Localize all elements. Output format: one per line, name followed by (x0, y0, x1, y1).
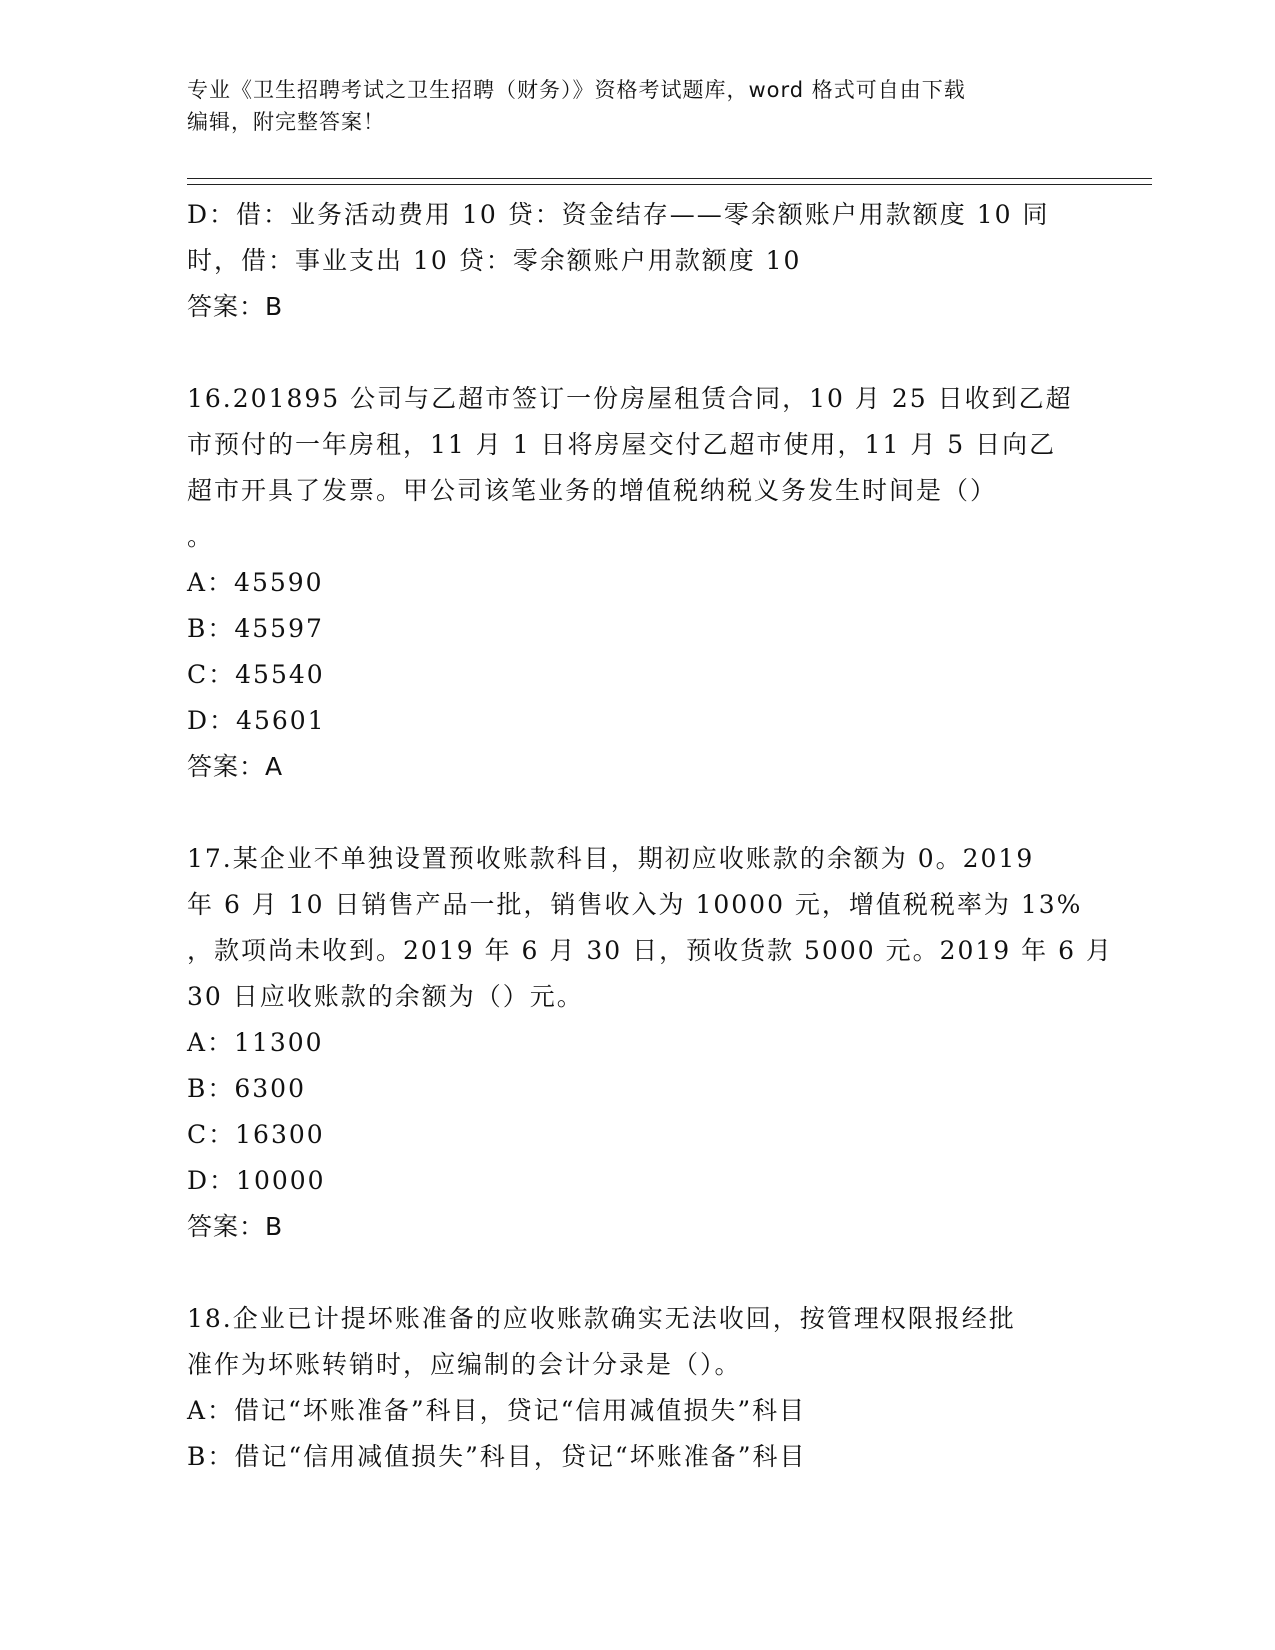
question-text: 30 日应收账款的余额为（）元。 (187, 982, 584, 1011)
option-d: D：45601 (187, 706, 326, 735)
option-a: A：借记“坏账准备”科目，贷记“信用减值损失”科目 (187, 1396, 807, 1425)
header-line-2: 编辑，附完整答案！ (187, 110, 385, 134)
previous-question-tail (187, 192, 1087, 330)
spacer (187, 1250, 1087, 1296)
document-header (187, 74, 1087, 138)
option-c: C：45540 (187, 660, 325, 689)
question-text: 。 (187, 522, 215, 551)
question-text: 18.企业已计提坏账准备的应收账款确实无法收回，按管理权限报经批 (187, 1304, 1016, 1333)
document-body (187, 192, 1113, 1480)
question-text: ，款项尚未收到。2019 年 6 月 30 日，预收货款 5000 元。2019 年 6 月 (187, 936, 1113, 965)
header-divider-bottom (187, 184, 1152, 185)
option-a: A：11300 (187, 1028, 324, 1057)
question-text: 市预付的一年房租，11 月 1 日将房屋交付乙超市使用，11 月 5 日向乙 (187, 430, 1057, 459)
question-text: 超市开具了发票。甲公司该笔业务的增值税纳税义务发生时间是（） (187, 476, 998, 505)
question-text: 年 6 月 10 日销售产品一批，销售收入为 10000 元，增值税税率为 13% (187, 890, 1083, 919)
question-18 (187, 1296, 1087, 1480)
question-text: 17.某企业不单独设置预收账款科目，期初应收账款的余额为 0。2019 (187, 844, 1035, 873)
option-a: A：45590 (187, 568, 324, 597)
spacer (187, 330, 1087, 376)
answer: 答案：B (187, 292, 284, 321)
option-b: B：借记“信用减值损失”科目，贷记“坏账准备”科目 (187, 1442, 807, 1471)
option-b: B：6300 (187, 1074, 306, 1103)
question-17 (187, 836, 1113, 1250)
option-b: B：45597 (187, 614, 324, 643)
header-line-1: 专业《卫生招聘考试之卫生招聘（财务）》资格考试题库，word 格式可自由下载 (187, 78, 966, 102)
question-text: 16.201895 公司与乙超市签订一份房屋租赁合同，10 月 25 日收到乙超 (187, 384, 1073, 413)
header-divider-top (187, 178, 1152, 179)
answer: 答案：A (187, 752, 284, 781)
spacer (187, 790, 1087, 836)
option-d-continued: 时，借：事业支出 10 贷：零余额账户用款额度 10 (187, 246, 802, 275)
option-c: C：16300 (187, 1120, 325, 1149)
answer: 答案：B (187, 1212, 284, 1241)
option-d: D：借：业务活动费用 10 贷：资金结存——零余额账户用款额度 10 同 (187, 200, 1050, 229)
question-text: 准作为坏账转销时，应编制的会计分录是（）。 (187, 1350, 742, 1379)
question-16 (187, 376, 1087, 790)
option-d: D：10000 (187, 1166, 326, 1195)
